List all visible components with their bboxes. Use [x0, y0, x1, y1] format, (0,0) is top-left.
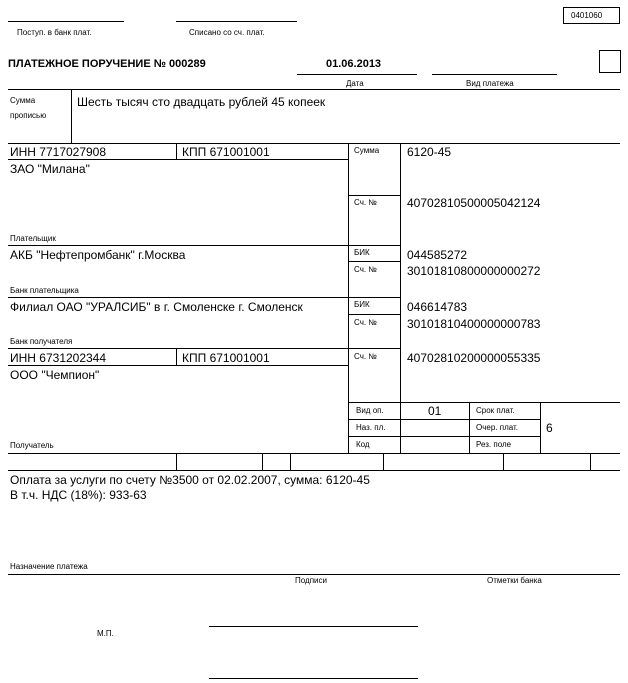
operation-top-line [348, 402, 620, 403]
payee-bank-bik-label: БИК [354, 300, 370, 309]
operation-middle-left [469, 402, 470, 453]
bank-marks-label: Отметки банка [487, 576, 542, 585]
payer-inn-line [8, 159, 348, 160]
payee-bank-account-label: Сч. № [354, 318, 377, 327]
debited-label: Списано со сч. плат. [189, 28, 265, 37]
order-label: Очер. плат. [476, 423, 519, 432]
operation-row-2-line [348, 436, 540, 437]
payer-inn-kpp-divider [176, 143, 177, 159]
payee-bank-account: 30101810400000000783 [407, 317, 541, 331]
payer-account-label: Сч. № [354, 198, 377, 207]
signature-line-1 [209, 626, 418, 627]
stamp-label: М.П. [97, 629, 114, 638]
operation-row-1-line [348, 419, 540, 420]
labels-column-left [348, 143, 349, 453]
code-label: Код [356, 440, 370, 449]
status-box [599, 50, 621, 73]
payer-bottom-line [8, 245, 400, 246]
payee-bank-account-line [348, 314, 400, 315]
tax-cell-divider-2 [262, 453, 263, 470]
received-label: Поступ. в банк плат. [17, 28, 92, 37]
payee-kpp: КПП 671001001 [182, 351, 270, 365]
tax-cell-divider-4 [383, 453, 384, 470]
payer-bank-account-label: Сч. № [354, 265, 377, 274]
payee-name: ООО "Чемпион" [10, 368, 100, 382]
payer-bank-account-line [348, 261, 400, 262]
payee-account: 40702810200000055335 [407, 351, 541, 365]
payer-bank-name: АКБ "Нефтепромбанк" г.Москва [10, 248, 186, 262]
payee-label: Получатель [10, 441, 54, 450]
order-value: 6 [546, 421, 553, 435]
signatures-label: Подписи [295, 576, 327, 585]
amount-words-label-1: Сумма [10, 96, 36, 105]
payer-bank-bik: 044585272 [407, 248, 468, 262]
tax-cell-divider-3 [290, 453, 291, 470]
operation-middle-right [540, 402, 541, 453]
date-label: Дата [346, 79, 364, 88]
form-code: 0401060 [571, 11, 603, 20]
labels-column-right [400, 143, 401, 453]
payee-bank-bik: 046614783 [407, 300, 468, 314]
purpose-line-2: В т.ч. НДС (18%): 933-63 [10, 488, 147, 502]
payment-type-line [432, 74, 557, 75]
tax-row-bottom-line [8, 470, 620, 471]
payee-inn-kpp-divider [176, 348, 177, 365]
date-line [297, 74, 417, 75]
amount-value: 6120-45 [407, 145, 452, 159]
date-value: 01.06.2013 [326, 58, 382, 70]
page-title: ПЛАТЕЖНОЕ ПОРУЧЕНИЕ № 000289 [8, 58, 206, 70]
purpose-label: Назначение платежа [10, 562, 88, 571]
payee-inn-line [8, 365, 348, 366]
debited-line [176, 21, 297, 22]
payer-top-line [8, 143, 620, 144]
reserve-label: Рез. поле [476, 440, 512, 449]
purpose-code-label: Наз. пл. [356, 423, 386, 432]
payer-bank-bik-label: БИК [354, 248, 370, 257]
payee-bank-bottom-line [8, 348, 400, 349]
op-type-label: Вид оп. [356, 406, 384, 415]
tax-cell-divider-6 [590, 453, 591, 470]
term-label: Срок плат. [476, 406, 515, 415]
payee-inn: ИНН 6731202344 [10, 351, 107, 365]
tax-cell-divider-5 [503, 453, 504, 470]
payee-account-label: Сч. № [354, 352, 377, 361]
payer-bank-bottom-line [8, 297, 400, 298]
amount-words-top-line [8, 89, 620, 90]
tax-cell-divider-1 [176, 453, 177, 470]
payer-name: ЗАО "Милана" [10, 162, 90, 176]
payer-kpp: КПП 671001001 [182, 145, 270, 159]
op-type-value: 01 [428, 404, 442, 418]
purpose-bottom-line [8, 574, 620, 575]
payer-label: Плательщик [10, 234, 56, 243]
payer-bank-label: Банк плательщика [10, 286, 79, 295]
purpose-line-1: Оплата за услуги по счету №3500 от 02.02.2007, сумма: 6120-45 [10, 473, 370, 487]
payee-bank-label: Банк получателя [10, 337, 73, 346]
payee-bottom-line [8, 453, 620, 454]
amount-words-label-2: прописью [10, 111, 47, 120]
payer-account-line [348, 195, 400, 196]
payer-bank-account: 30101810800000000272 [407, 264, 541, 278]
signature-line-2 [209, 678, 418, 679]
amount-words-value: Шесть тысяч сто двадцать рублей 45 копеек [77, 95, 326, 109]
payer-inn: ИНН 7717027908 [10, 145, 107, 159]
received-line [8, 21, 124, 22]
payment-type-label: Вид платежа [466, 79, 514, 88]
payer-account: 40702810500005042124 [407, 196, 541, 210]
amount-words-divider [71, 89, 72, 143]
amount-label: Сумма [354, 146, 380, 155]
payee-bank-name: Филиал ОАО "УРАЛСИБ" в г. Смоленске г. Смоленск [10, 300, 303, 314]
